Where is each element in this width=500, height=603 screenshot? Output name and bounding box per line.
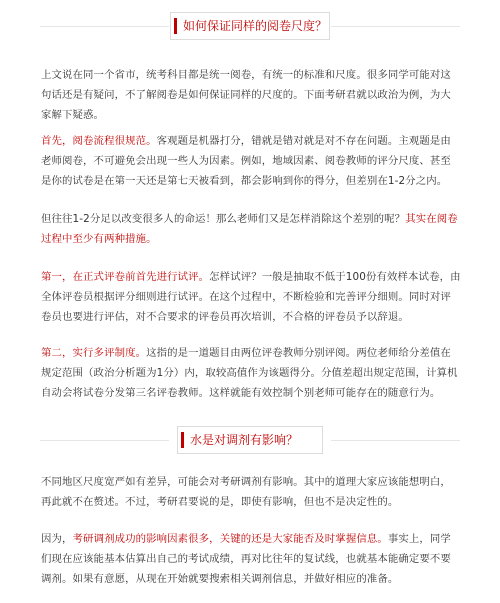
section-heading-1 (0, 12, 500, 42)
heading-accent-bar (181, 432, 184, 448)
heading-title: 水是对调剂有影响？ (190, 433, 299, 447)
paragraph-intro (41, 65, 461, 125)
paragraph-text: 不同地区尺度宽严如有差异，可能会对考研调剂有影响。其中的道理大家应该能想明白，再此就不在赘述。不过，考研君要说的是，即使有影响，但也不是决定性的。 (41, 476, 451, 508)
paragraph-text: 这指的是一道题目由两位评卷教师分别评阅。两位老师给分差值在规定范围（政治分析题为1分）内，取较高值作为该题得分。分值差超出规定范围，计算机自动会将试卷分发第三名评卷教师。这样就能有效控制个别老师可能存在的随意行为。 (41, 347, 458, 399)
paragraph-first-point (41, 131, 461, 191)
paragraph-text: 事实上，同学们现在应该能基本估算出自己的考试成绩，再对比往年的复试线，也就基本能确定要不要调剂。如果有意愿，从现在开始就要搜索相关调剂信息，并做好相应的准备。 (41, 533, 451, 585)
paragraph-measure-two (41, 343, 461, 403)
paragraph-reason (41, 529, 461, 589)
paragraph-region (41, 472, 461, 512)
heading-accent-bar (174, 18, 177, 34)
divider-line (331, 440, 460, 441)
paragraph-lead: 第一，在正式评卷前首先进行试评。 (41, 271, 210, 283)
paragraph-text: 怎样试评？一般是抽取不低于100份有效样本试卷，由全体评卷员根据评分细则进行试评。在这个过程中，不断检验和完善评分细则。同时对评卷员也要进行评估，对不合要求的评卷员再次培训，不合格的评卷员予以辞退。 (41, 271, 461, 323)
paragraph-measure-one (41, 267, 461, 327)
divider-line (331, 26, 460, 27)
paragraph-text: 但往往1-2分足以改变很多人的命运！那么老师们又是怎样消除这个差别的呢？ (41, 213, 406, 225)
paragraph-question (41, 209, 461, 249)
paragraph-highlight: 其实在阅卷过程中至少有两种措施。 (41, 213, 458, 245)
paragraph-lead: 首先，阅卷流程很规范。 (41, 135, 157, 147)
divider-line (40, 440, 169, 441)
paragraph-text: 客观题是机器打分，错就是错对就是对不存在问题。主观题是由老师阅卷，不可避免会出现一些人为因素。例如，地域因素、阅卷教师的评分尺度、甚至是你的试卷是在第一天还是第七天被看到，都会影响到你的得分，但差别在1-2分之内。 (41, 135, 451, 187)
heading-box (170, 12, 330, 40)
paragraph-text: 上文说在同一个省市，统考科目都是统一阅卷，有统一的标准和尺度。很多同学可能对这句话还是有疑问，不了解阅卷是如何保证同样的尺度的。下面考研君就以政治为例，为大家解下疑惑。 (41, 69, 451, 121)
heading-title: 如何保证同样的阅卷尺度？ (183, 19, 328, 33)
paragraph-highlight: 考研调剂成功的影响因素很多，关键的还是大家能否及时掌握信息。 (72, 533, 388, 545)
divider-line (40, 26, 169, 27)
paragraph-lead: 第二，实行多评制度。 (41, 347, 147, 359)
heading-box (177, 426, 323, 454)
paragraph-text: 因为， (41, 533, 73, 545)
section-heading-2 (0, 426, 500, 456)
